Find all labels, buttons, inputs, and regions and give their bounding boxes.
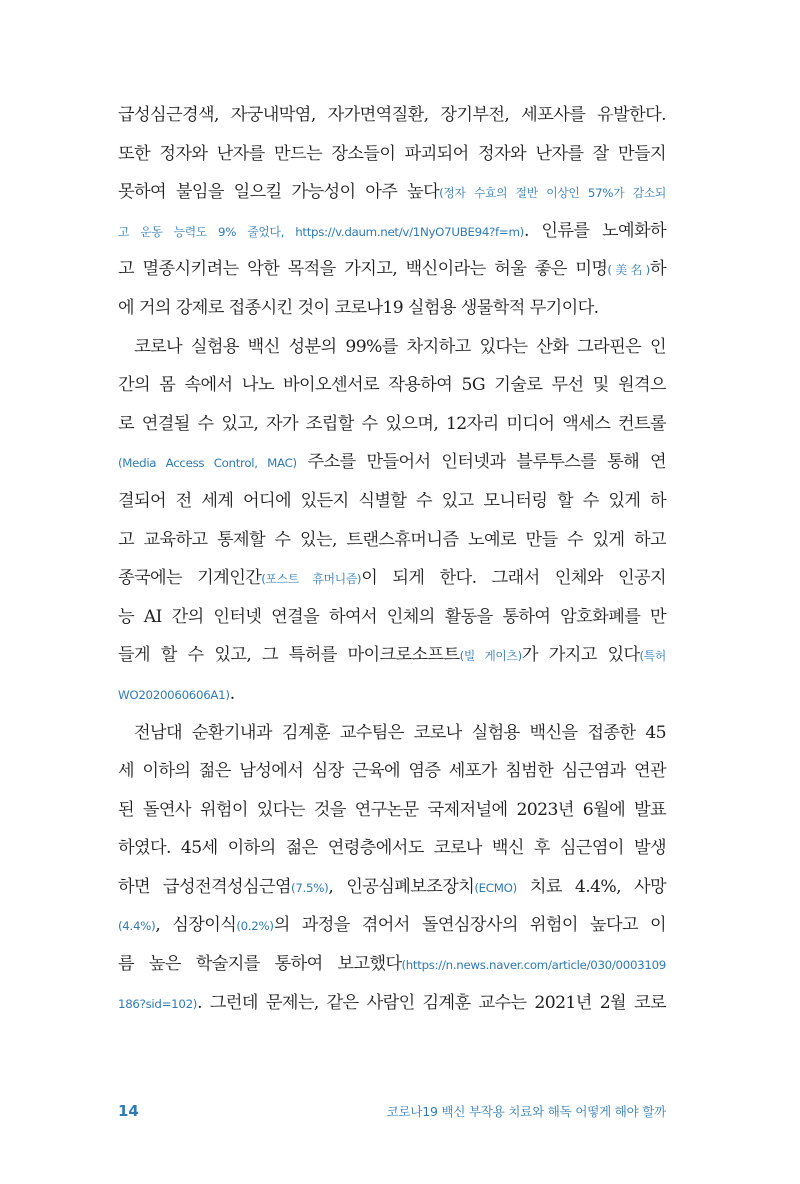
text-run: 결되어 전 세계 어디에 있든지 식별할 수 있고 모니터링 할 수 있게 하 <box>118 490 666 511</box>
text-line <box>118 405 666 444</box>
text-run: . 인류를 노예화하 <box>523 220 666 241</box>
text-run: . <box>229 683 235 704</box>
reference-note: (7.5%) <box>291 880 329 895</box>
text-run: 코로나 실험용 백신 성분의 99%를 차지하고 있다는 산화 그라핀은 인 <box>134 336 666 357</box>
reference-note: (https://n.news.naver.com/article/030/0003109 <box>401 958 666 973</box>
text-run: 간의 몸 속에서 나노 바이오센서로 작용하여 5G 기술로 무선 및 원격으 <box>118 375 666 396</box>
text-run: . 그런데 문제는, 같은 사람인 김계훈 교수는 2021년 2월 코로 <box>197 992 666 1013</box>
text-run: 능 AI 간의 인터넷 연결을 하여서 인체의 활동을 통하여 암호화폐를 만 <box>118 606 666 627</box>
text-line <box>118 328 666 367</box>
text-line <box>118 212 666 251</box>
text-run: , 인공심폐보조장치 <box>328 876 475 897</box>
text-run: 들게 할 수 있고, 그 특허를 마이크로소프트 <box>118 645 460 666</box>
text-run: 하 <box>649 259 666 280</box>
text-line <box>118 829 666 868</box>
text-line <box>118 289 666 328</box>
text-line <box>118 521 666 560</box>
text-run: 고 멸종시키려는 악한 목적을 가지고, 백신이라는 허울 좋은 미명 <box>118 259 608 280</box>
reference-note: (Media Access Control, MAC) <box>118 456 297 471</box>
text-run: 가 가지고 있다 <box>521 645 640 666</box>
text-line <box>118 868 666 907</box>
text-line <box>118 984 666 1023</box>
text-run: 름 높은 학술지를 통하여 보고했다 <box>118 954 402 975</box>
text-line <box>118 791 666 830</box>
reference-note: (정자 수효의 절반 이상인 57%가 감소되 <box>439 186 666 201</box>
text-run: 종국에는 기계인간 <box>118 568 262 589</box>
text-run: 급성심근경색, 자궁내막염, 자가면역질환, 장기부전, 세포사를 유발한다. <box>118 105 666 125</box>
text-run: 또한 정자와 난자를 만드는 장소들이 파괴되어 정자와 난자를 잘 만들지 <box>118 143 666 164</box>
text-run: 세 이하의 젊은 남성에서 심장 근육에 염증 세포가 침범한 심근염과 연관 <box>118 761 666 782</box>
text-run: 주소를 만들어서 인터넷과 블루투스를 통해 연 <box>296 452 666 473</box>
text-run: 로 연결될 수 있고, 자가 조립할 수 있으며, 12자리 미디어 액세스 컨트롤 <box>118 413 666 434</box>
reference-note: (특허 <box>639 649 666 664</box>
text-run: 하였다. 45세 이하의 젊은 연령층에서도 코로나 백신 후 심근염이 발생 <box>118 838 666 859</box>
text-run: 고 교육하고 통제할 수 있는, 트랜스휴머니즘 노예로 만들 수 있게 하고 <box>118 529 666 550</box>
reference-note: WO2020060606A1) <box>118 687 230 702</box>
text-line <box>118 250 666 289</box>
text-line <box>118 96 666 135</box>
reference-note: (0.2%) <box>236 919 274 934</box>
text-run: 전남대 순환기내과 김계훈 교수팀은 코로나 실험용 백신을 접종한 45 <box>134 722 666 743</box>
text-line <box>118 714 666 753</box>
text-line <box>118 598 666 637</box>
text-run: 못하여 불임을 일으킬 가능성이 아주 높다 <box>118 182 440 203</box>
text-run: 이 되게 한다. 그래서 인체와 인공지 <box>361 568 667 589</box>
reference-note: 186?sid=102) <box>118 996 198 1011</box>
text-line <box>118 675 666 714</box>
reference-note: (포스트 휴머니즘) <box>261 572 362 587</box>
reference-note: (ECMO) <box>474 880 517 895</box>
body-text <box>118 96 666 1022</box>
text-line <box>118 366 666 405</box>
text-run: , 심장이식 <box>155 915 237 936</box>
text-line <box>118 945 666 984</box>
reference-note: 고 운동 능력도 9% 줄었다, https://v.daum.net/v/1NyO7UBE94?f=m) <box>118 224 524 239</box>
text-run: 치료 4.4%, 사망 <box>516 876 666 897</box>
text-line <box>118 559 666 598</box>
text-line <box>118 135 666 174</box>
page-number: 14 <box>118 1102 139 1120</box>
text-line <box>118 636 666 675</box>
text-run: 하면 급성전격성심근염 <box>118 876 292 897</box>
running-title: 코로나19 백신 부작용 치료와 해독 어떻게 해야 할까 <box>386 1104 666 1119</box>
reference-note: (4.4%) <box>118 919 156 934</box>
page-footer <box>118 1102 666 1120</box>
text-run: 된 돌연사 위험이 있다는 것을 연구논문 국제저널에 2023년 6월에 발표 <box>118 799 666 820</box>
text-run: 에 거의 강제로 접종시킨 것이 코로나19 실험용 생물학적 무기이다. <box>118 297 599 318</box>
text-line <box>118 752 666 791</box>
text-line <box>118 443 666 482</box>
text-line <box>118 173 666 212</box>
text-line <box>118 906 666 945</box>
reference-note: (美名) <box>607 263 650 278</box>
text-run: 의 과정을 겪어서 돌연심장사의 위험이 높다고 이 <box>273 915 666 936</box>
reference-note: (빌 게이츠) <box>459 649 522 664</box>
text-line <box>118 482 666 521</box>
